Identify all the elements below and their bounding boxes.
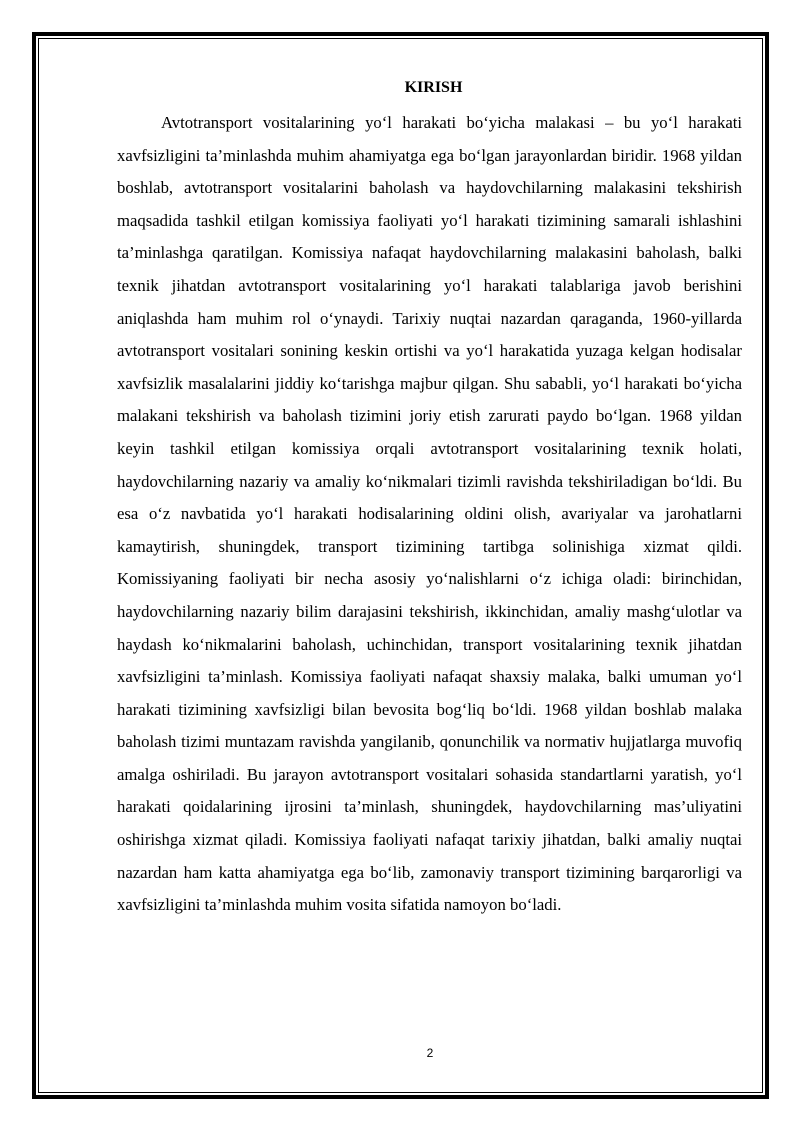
document-content xyxy=(117,78,742,922)
section-title: KIRISH xyxy=(404,79,463,96)
body-paragraph: Avtotransport vositalarining yo‘l harakati bo‘yicha malakasi – bu yo‘l harakati xavfsizligini ta’minlashda muhim ahamiyatga ega bo‘lgan jarayonlardan biridir. 1968 yildan boshlab, avtotransport vositalarini baholash va haydovchilarning malakasini tekshirish maqsadida tashkil etilgan komissiya faoliyati yo‘l harakati tizimining samarali ishlashini ta’minlashga qaratilgan. Komissiya nafaqat haydovchilarning malakasini baholash, balki texnik jihatdan avtotransport vositalarining yo‘l harakati talablariga javob berishini aniqlashda ham muhim rol o‘ynaydi. Tarixiy nuqtai nazardan qaraganda, 1960-yillarda avtotransport vositalari sonining keskin ortishi va yo‘l harakatida yuzaga kelgan hodisalar xavfsizlik masalalarini jiddiy ko‘tarishga majbur qilgan. Shu sababli, yo‘l harakati bo‘yicha malakani tekshirish va baholash tizimini joriy etish zarurati paydo bo‘lgan. 1968 yildan keyin tashkil etilgan komissiya orqali avtotransport vositalarining texnik holati, haydovchilarning nazariy va amaliy ko‘nikmalari tizimli ravishda tekshiriladigan bo‘ldi. Bu esa o‘z navbatida yo‘l harakati hodisalarining oldini olish, avariyalar va jarohatlarni kamaytirish, shuningdek, transport tizimining tartibga solinishiga xizmat qildi. Komissiyaning faoliyati bir necha asosiy yo‘nalishlarni o‘z ichiga oladi: birinchidan, haydovchilarning nazariy bilim darajasini tekshirish, ikkinchidan, amaliy mashg‘ulotlar va haydash ko‘nikmalarini baholash, uchinchidan, transport vositalarining texnik jihatdan xavfsizligini ta’minlash. Komissiya faoliyati nafaqat shaxsiy malaka, balki umuman yo‘l harakati tizimining xavfsizligi bilan bevosita bog‘liq bo‘ldi. 1968 yildan boshlab malaka baholash tizimi muntazam ravishda yangilanib, qonunchilik va normativ hujjatlarga muvofiq amalga oshiriladi. Bu jarayon avtotransport vositalari sohasida standartlarni yaratish, yo‘l harakati qoidalarining ijrosini ta’minlash, shuningdek, haydovchilarning mas’uliyatini oshirishga xizmat qiladi. Komissiya faoliyati nafaqat tarixiy jihatdan, balki amaliy nuqtai nazardan ham katta ahamiyatga ega bo‘lib, zamonaviy transport tizimining barqarorligi va xavfsizligini ta’minlashda muhim vosita sifatida namoyon bo‘ladi. xyxy=(117,113,742,915)
page-number: 2 xyxy=(426,1046,434,1060)
